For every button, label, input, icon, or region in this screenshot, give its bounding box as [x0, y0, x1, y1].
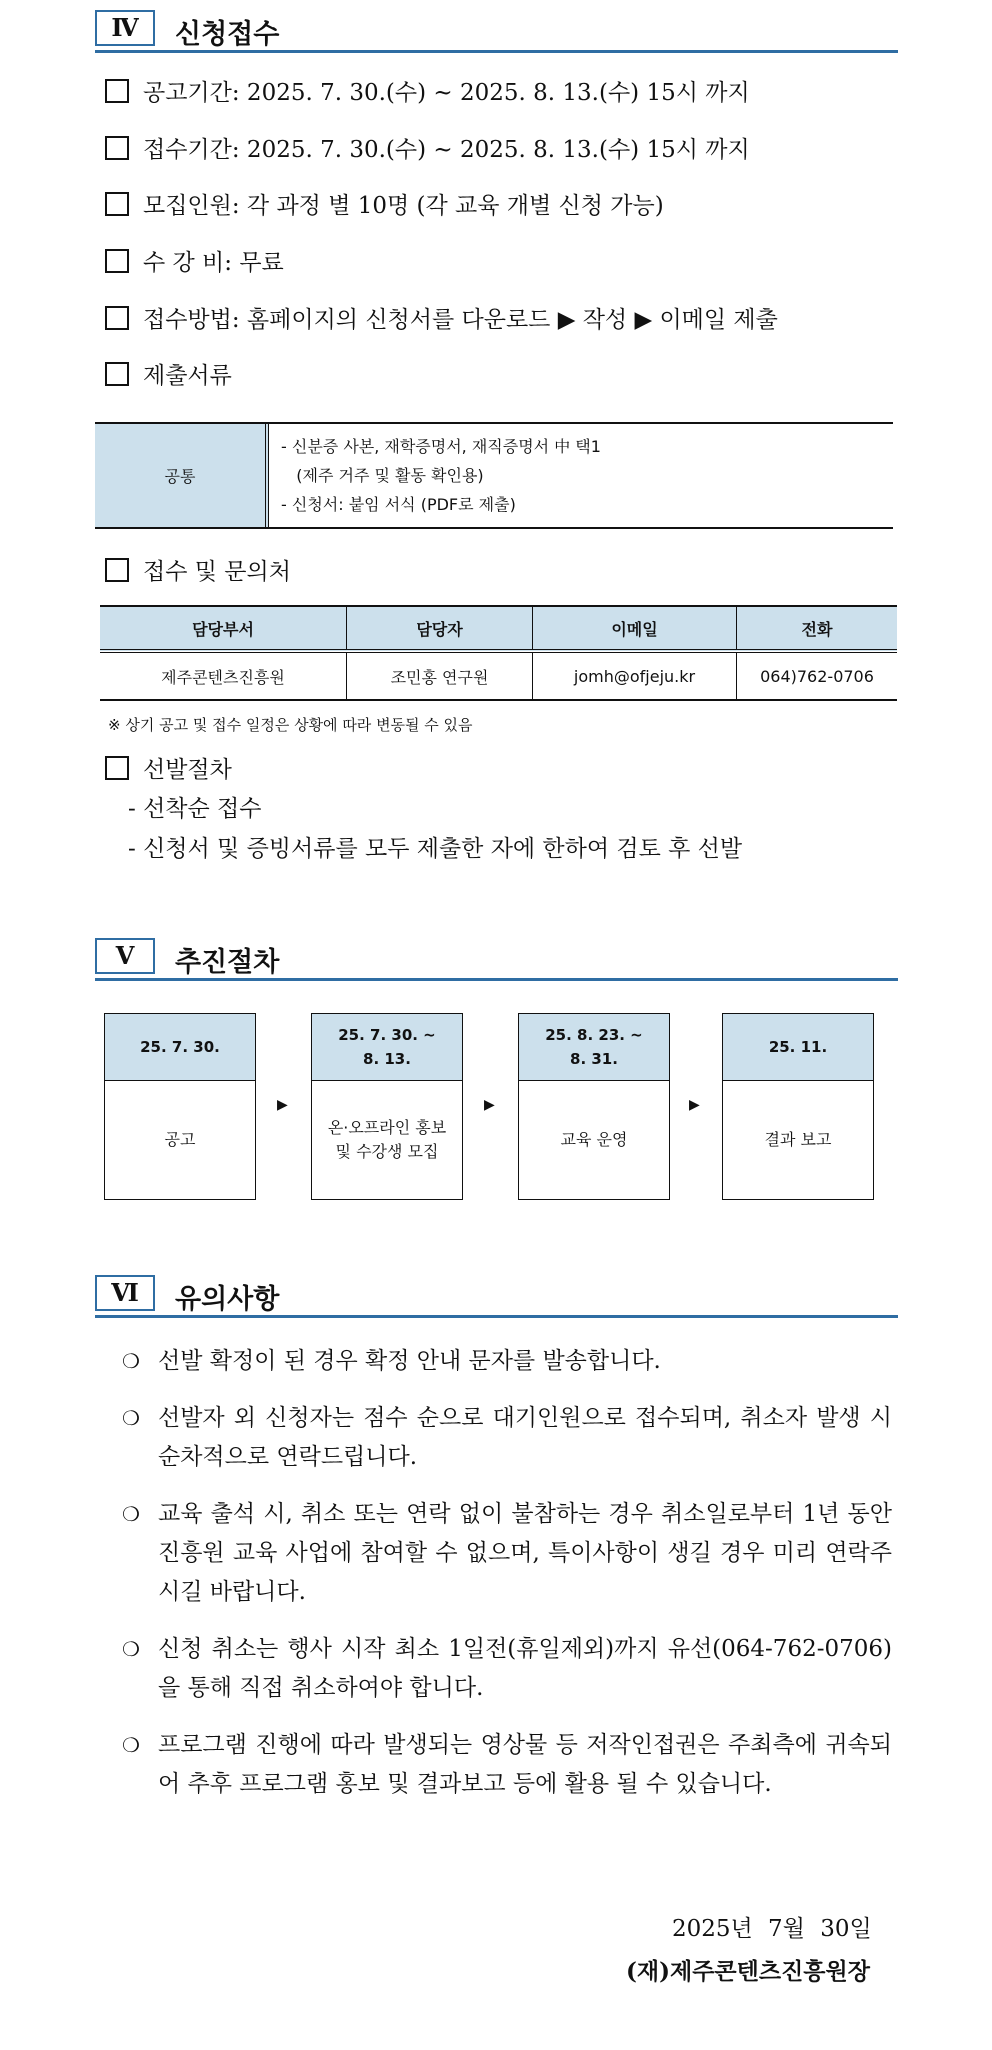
precaution-text: 선발 확정이 된 경우 확정 안내 문자를 발송합니다. [158, 1348, 661, 1374]
section-title: 유의사항 [175, 1284, 280, 1315]
section-number: Ⅴ [95, 938, 155, 974]
docs-line: (제주 거주 및 활동 확인용) [281, 466, 484, 485]
precaution-item [122, 1342, 892, 1381]
docs-line: - 신분증 사본, 재학증명서, 재직증명서 中 택1 [281, 437, 601, 456]
table-cell: 064)762-0706 [737, 651, 898, 700]
checkbox-icon [105, 306, 129, 330]
arrow-right-icon: ▶ [689, 1097, 700, 1113]
notice-period-item [105, 78, 750, 108]
schedule-note: ※ 상기 공고 및 접수 일정은 상황에 따라 변동될 수 있음 [108, 716, 473, 734]
apply-period-text: 접수기간: 2025. 7. 30.(수) ~ 2025. 8. 13.(수) 15시 까지 [143, 137, 750, 163]
docs-item [105, 361, 232, 391]
circle-bullet-icon: ❍ [122, 1406, 140, 1430]
table-header: 전화 [737, 606, 898, 651]
contact-text: 접수 및 문의처 [143, 559, 291, 585]
precaution-text: 선발자 외 신청자는 점수 순으로 대기인원으로 접수되며, 취소자 발생 시 순차적으로 연락드립니다. [158, 1405, 892, 1470]
process-step [722, 1013, 874, 1200]
method-item [105, 305, 778, 335]
section-header-6 [95, 1275, 898, 1318]
notice-period-text: 공고기간: 2025. 7. 30.(수) ~ 2025. 8. 13.(수) 15시 까지 [143, 80, 750, 106]
recruit-item [105, 191, 664, 221]
table-header-row [100, 606, 897, 651]
contact-table [100, 605, 897, 701]
checkbox-icon [105, 79, 129, 103]
process-step-label: 결과 보고 [764, 1130, 832, 1149]
precaution-text: 신청 취소는 행사 시작 최소 1일전(휴일제외)까지 유선(064-762-0706)을 통해 직접 취소하여야 합니다. [158, 1636, 892, 1701]
docs-line: - 신청서: 붙임 서식 (PDF로 제출) [281, 495, 516, 514]
checkbox-icon [105, 756, 129, 780]
process-step-date: 25. 7. 30. [105, 1014, 255, 1081]
table-cell: 조민홍 연구원 [347, 651, 533, 700]
issuing-organization: (재)제주콘텐츠진흥원장 [626, 1958, 870, 1985]
docs-table-content [281, 432, 601, 519]
process-step-date: 25. 7. 30. ~ 8. 13. [312, 1014, 462, 1081]
process-step-label: 온·오프라인 홍보 및 수강생 모집 [327, 1118, 447, 1161]
process-step [518, 1013, 670, 1200]
circle-bullet-icon: ❍ [122, 1733, 140, 1757]
checkbox-icon [105, 362, 129, 386]
section-header-5 [95, 938, 898, 981]
fee-item [105, 248, 284, 278]
process-step-label: 교육 운영 [560, 1130, 628, 1149]
checkbox-icon [105, 558, 129, 582]
precaution-item [122, 1630, 892, 1708]
checkbox-icon [105, 136, 129, 160]
method-text: 접수방법: 홈페이지의 신청서를 다운로드 ▶ 작성 ▶ 이메일 제출 [143, 307, 778, 333]
table-cell: 제주콘텐츠진흥원 [100, 651, 347, 700]
circle-bullet-icon: ❍ [122, 1637, 140, 1661]
selection-text: 선발절차 [143, 757, 232, 783]
arrow-right-icon: ▶ [277, 1097, 288, 1113]
circle-bullet-icon: ❍ [122, 1349, 140, 1373]
process-step-date: 25. 11. [723, 1014, 873, 1081]
selection-step: - 선착순 접수 [128, 796, 262, 822]
circle-bullet-icon: ❍ [122, 1502, 140, 1526]
checkbox-icon [105, 249, 129, 273]
precaution-item [122, 1495, 892, 1612]
docs-text: 제출서류 [143, 363, 232, 389]
recruit-text: 모집인원: 각 과정 별 10명 (각 교육 개별 신청 가능) [143, 193, 664, 219]
table-cell: jomh@ofjeju.kr [533, 651, 737, 700]
selection-item [105, 755, 232, 785]
section-title: 추진절차 [175, 947, 280, 978]
section-title: 신청접수 [175, 19, 280, 50]
docs-table [95, 422, 893, 529]
selection-step: - 신청서 및 증빙서류를 모두 제출한 자에 한하여 검토 후 선발 [128, 836, 743, 862]
issue-date: 2025년 7월 30일 [672, 1916, 872, 1942]
process-step-label: 공고 [164, 1130, 196, 1149]
section-header-4 [95, 10, 898, 53]
section-number: Ⅳ [95, 10, 155, 46]
checkbox-icon [105, 192, 129, 216]
fee-text: 수 강 비: 무료 [143, 250, 284, 276]
table-row [100, 651, 897, 700]
docs-table-label: 공통 [95, 424, 269, 527]
table-header: 담당부서 [100, 606, 347, 651]
table-header: 이메일 [533, 606, 737, 651]
contact-item [105, 557, 291, 587]
table-header: 담당자 [347, 606, 533, 651]
section-number: Ⅵ [95, 1275, 155, 1311]
apply-period-item [105, 135, 750, 165]
process-step-date: 25. 8. 23. ~ 8. 31. [519, 1014, 669, 1081]
precaution-item [122, 1399, 892, 1477]
precaution-text: 교육 출석 시, 취소 또는 연락 없이 불참하는 경우 취소일로부터 1년 동안 진흥원 교육 사업에 참여할 수 없으며, 특이사항이 생길 경우 미리 연락주시길 바랍니다. [158, 1501, 892, 1605]
arrow-right-icon: ▶ [484, 1097, 495, 1113]
process-step [104, 1013, 256, 1200]
precaution-item [122, 1726, 892, 1804]
precaution-text: 프로그램 진행에 따라 발생되는 영상물 등 저작인접권은 주최측에 귀속되어 추후 프로그램 홍보 및 결과보고 등에 활용 될 수 있습니다. [158, 1732, 892, 1797]
process-step [311, 1013, 463, 1200]
